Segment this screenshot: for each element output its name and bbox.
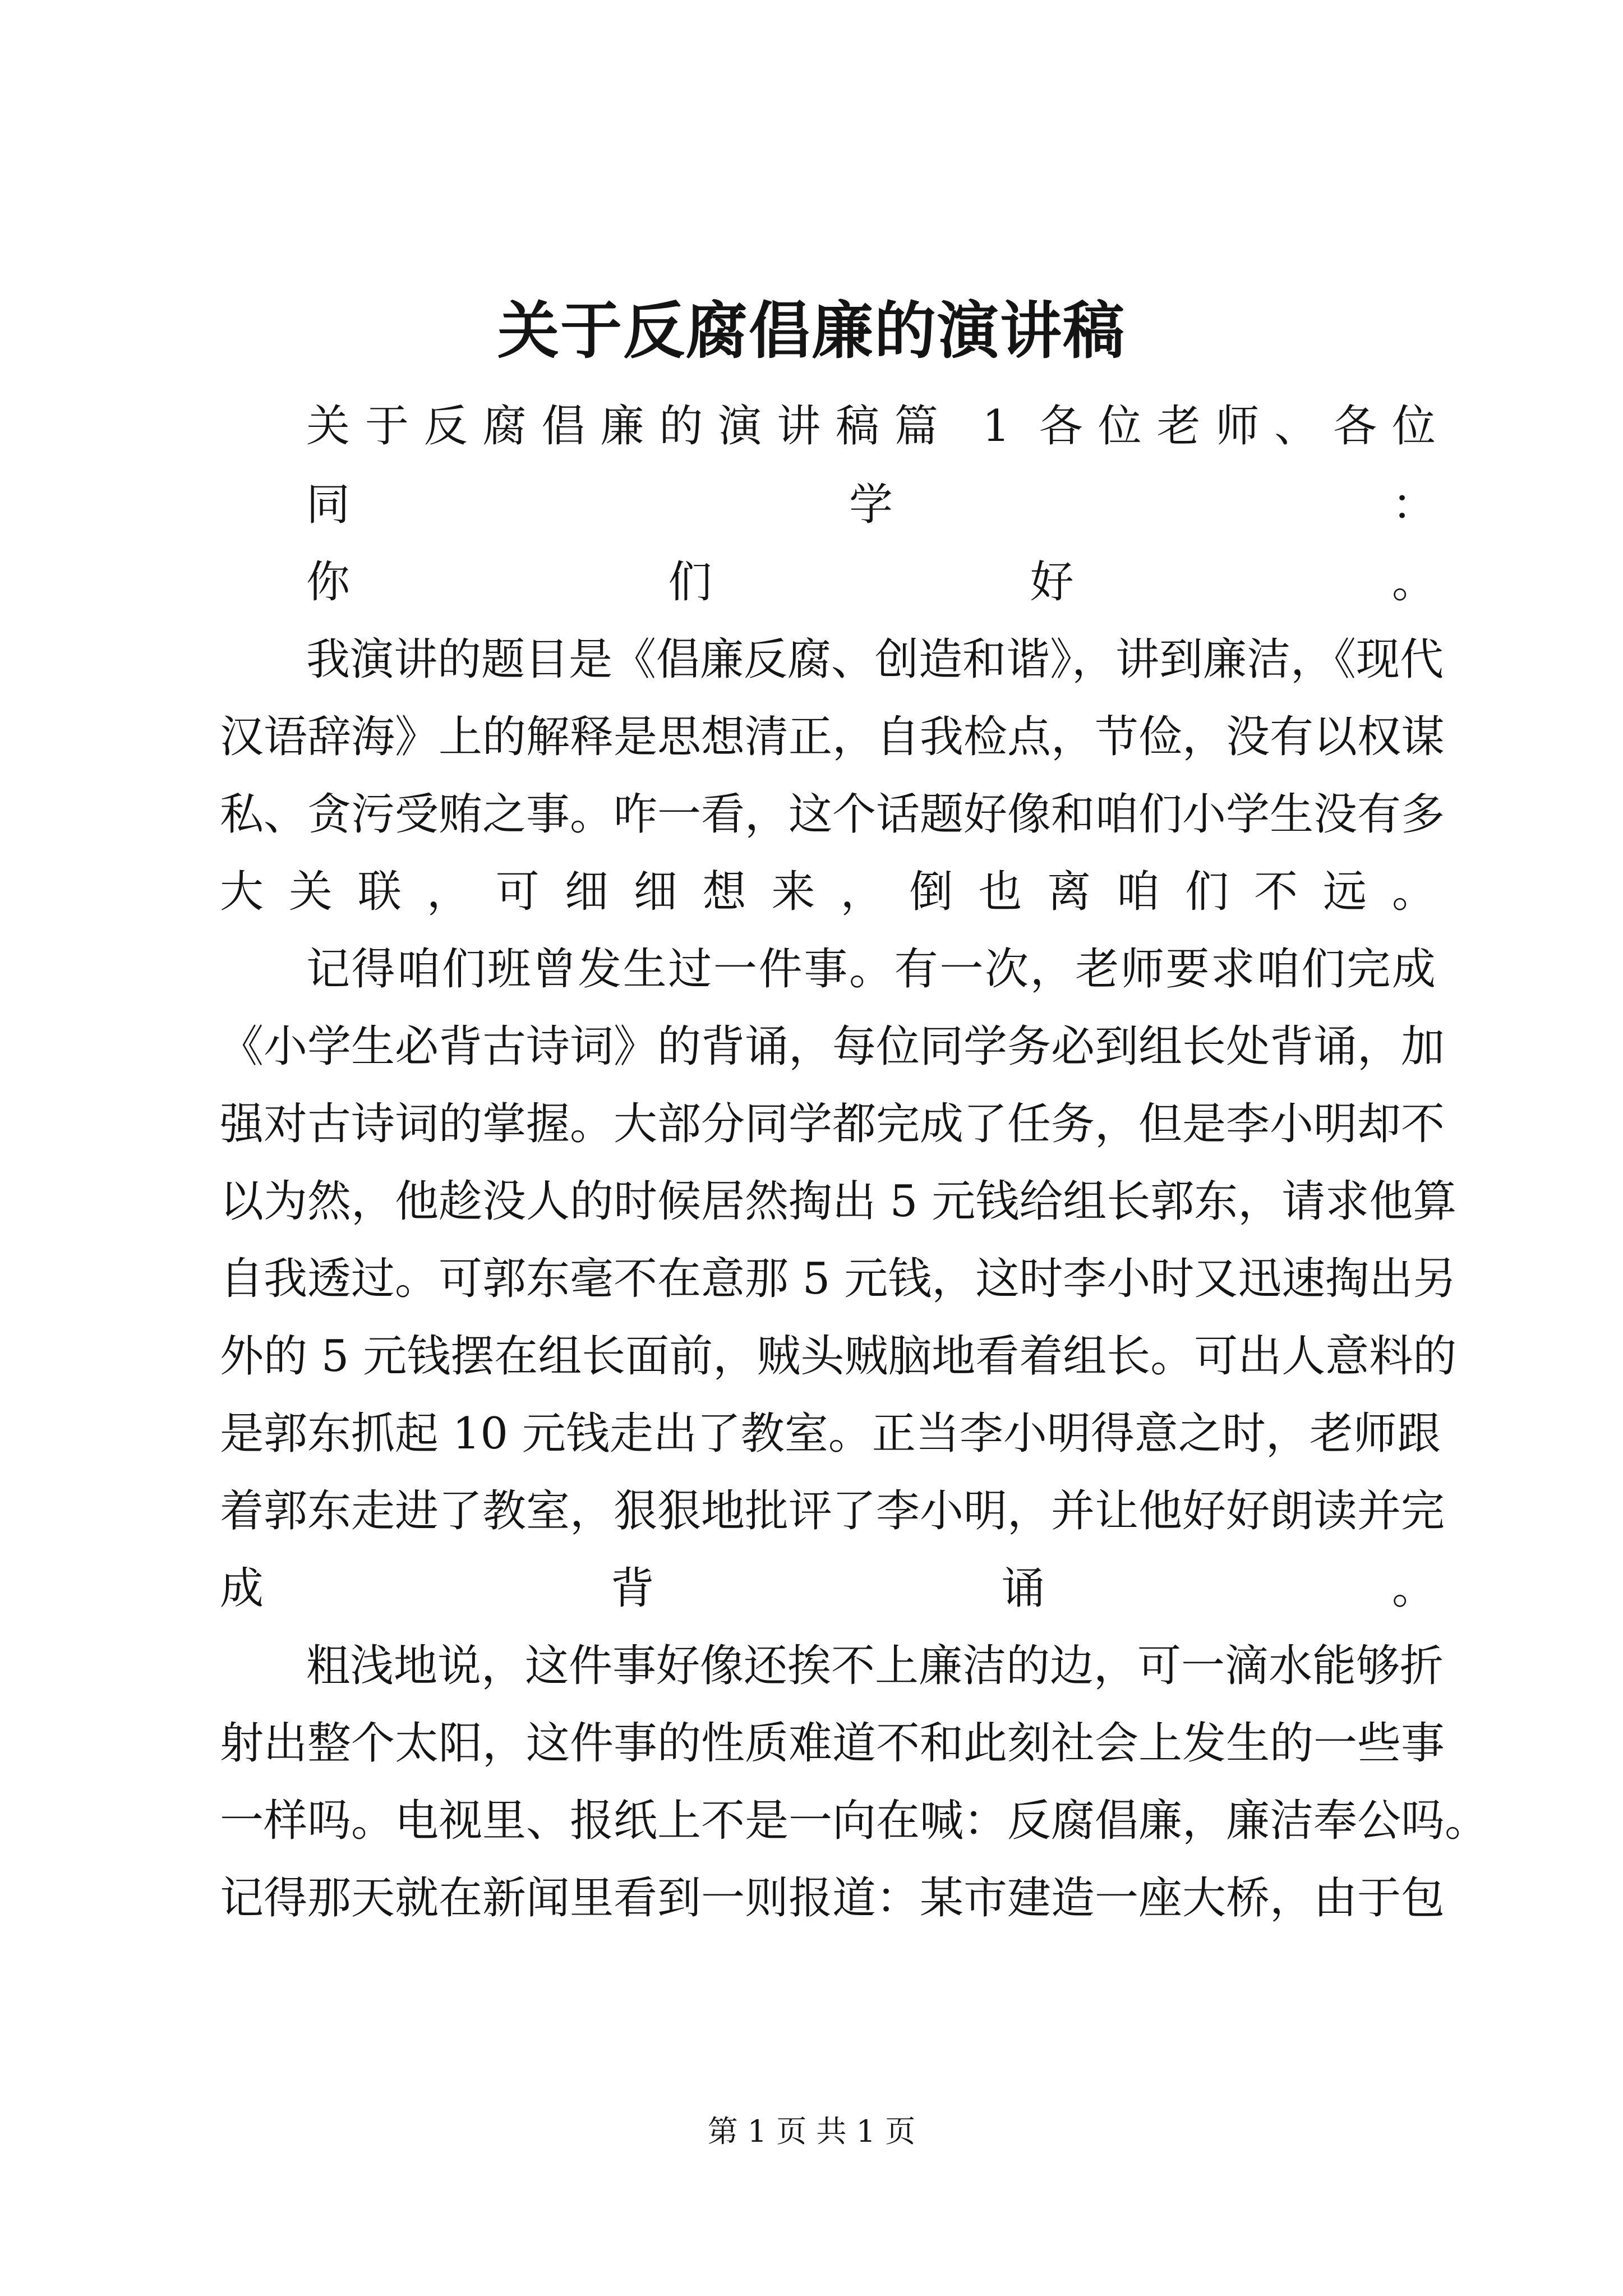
text-line-6: 私、贪污受贿之事。咋一看，这个话题好像和咱们小学生没有多 [220,789,1445,840]
document-title: 关于反腐倡廉的演讲稿 [497,295,1126,367]
text-line-9: 《小学生必背古诗词》的背诵，每位同学务必到组长处背诵，加 [220,1022,1445,1072]
text-line-8: 记得咱们班曾发生过一件事。有一次，老师要求咱们完成 [306,944,1436,995]
page-footer: 第 1 页 共 1 页 [707,2114,916,2149]
text-line-2: 同学： [306,480,1436,530]
text-line-1: 关于反腐倡廉的演讲稿篇 1 各位老师、各位 [306,401,1436,452]
text-line-18: 射出整个太阳，这件事的性质难道不和此刻社会上发生的一些事 [220,1718,1445,1769]
text-line-4: 我演讲的题目是《倡廉反腐、创造和谐》，讲到廉洁，《现代 [306,634,1444,685]
text-line-11: 以为然，他趁没人的时候居然掏出 5 元钱给组长郭东，请求他算 [220,1176,1457,1227]
text-line-10: 强对古诗词的掌握。大部分同学都完成了任务，但是李小明却不 [220,1099,1445,1149]
text-line-7: 大关联，可细细想来，倒也离咱们不远。 [220,867,1436,917]
text-line-20: 记得那天就在新闻里看到一则报道：某市建造一座大桥，由于包 [220,1873,1445,1924]
text-line-16: 成背诵。 [220,1563,1436,1614]
text-line-5: 汉语辞海》上的解释是思想清正，自我检点，节俭，没有以权谋 [220,712,1445,762]
text-line-19: 一样吗。电视里、报纸上不是一向在喊：反腐倡廉，廉洁奉公吗。 [220,1796,1489,1846]
text-line-13: 外的 5 元钱摆在组长面前，贼头贼脑地看着组长。可出人意料的 [220,1331,1457,1382]
text-line-15: 着郭东走进了教室，狠狠地批评了李小明，并让他好好朗读并完 [220,1486,1445,1536]
text-line-14: 是郭东抓起 10 元钱走出了教室。正当李小明得意之时，老师跟 [220,1409,1441,1459]
text-line-12: 自我透过。可郭东毫不在意那 5 元钱，这时李小时又迅速掏出另 [220,1254,1457,1304]
text-line-3: 你们好。 [306,557,1436,608]
text-line-17: 粗浅地说，这件事好像还挨不上廉洁的边，可一滴水能够折 [306,1641,1444,1691]
